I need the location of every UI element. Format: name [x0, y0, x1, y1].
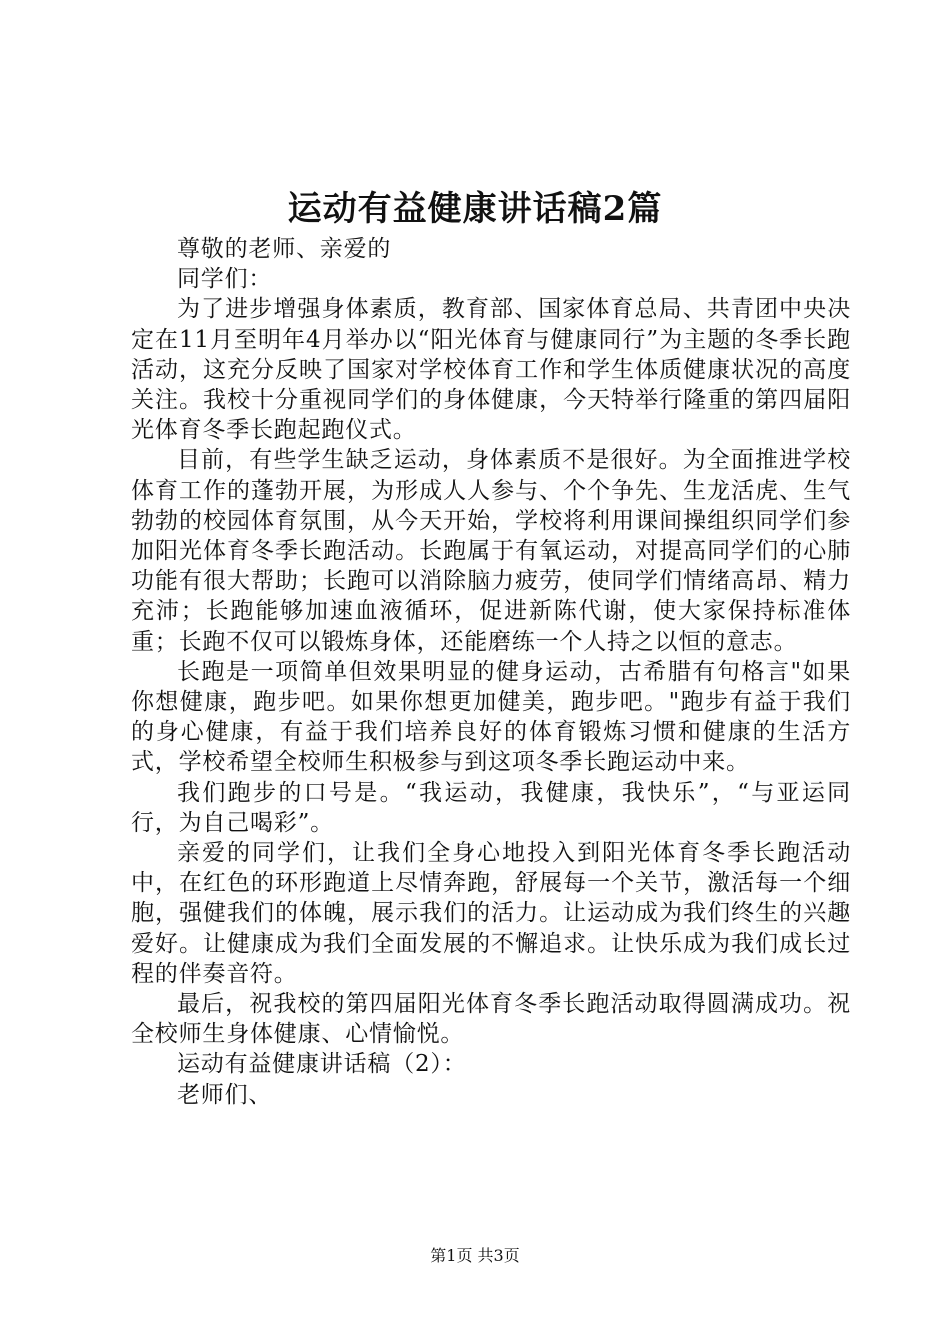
paragraph: 最后，祝我校的第四届阳光体育冬季长跑活动取得圆满成功。祝全校师生身体健康、心情愉悦。: [131, 991, 851, 1048]
page-footer: 第1页 共3页: [430, 1246, 520, 1265]
salutation-line-1: 尊敬的老师、亲爱的: [177, 236, 392, 262]
paragraph: 为了进步增强身体素质，教育部、国家体育总局、共青团中央决定在11月至明年4月举办以“阳光体育与健康同行”为主题的冬季长跑活动，这充分反映了国家对学校体育工作和学生体质健康状况的高度关注。我校十分重视同学们的身体健康，今天特举行隆重的第四届阳光体育冬季长跑起跑仪式。: [131, 296, 851, 444]
document-body: [131, 234, 851, 1110]
second-speech-salutation: 老师们、: [177, 1081, 273, 1108]
paragraph: 我们跑步的口号是。“我运动，我健康，我快乐”，“与亚运同行，为自己喝彩”。: [131, 779, 851, 836]
paragraph: 目前，有些学生缺乏运动，身体素质不是很好。为全面推进学校体育工作的蓬勃开展，为形成人人参与、个个争先、生龙活虎、生气勃勃的校园体育氛围，从今天开始，学校将利用课间操组织同学们参加阳光体育冬季长跑活动。长跑属于有氧运动，对提高同学们的心肺功能有很大帮助；长跑可以消除脑力疲劳，使同学们情绪高昂、精力充沛；长跑能够加速血液循环，促进新陈代谢，使大家保持标准体重；长跑不仅可以锻炼身体，还能磨练一个人持之以恒的意志。: [131, 447, 851, 655]
second-speech-heading: 运动有益健康讲话稿（2）：: [177, 1051, 467, 1078]
paragraph: 亲爱的同学们，让我们全身心地投入到阳光体育冬季长跑活动中，在红色的环形跑道上尽情奔跑，舒展每一个关节，激活每一个细胞，强健我们的体魄，展示我们的活力。让运动成为我们终生的兴趣爱好。让健康成为我们全面发展的不懈追求。让快乐成为我们成长过程的伴奏音符。: [131, 840, 851, 987]
document-title: 运动有益健康讲话稿2篇: [287, 189, 663, 229]
salutation-line-2: 同学们：: [177, 266, 273, 293]
paragraph: 长跑是一项简单但效果明显的健身运动，古希腊有句格言"如果你想健康，跑步吧。如果你想更加健美，跑步吧。"跑步有益于我们的身心健康，有益于我们培养良好的体育锻炼习惯和健康的生活方式，学校希望全校师生积极参与到这项冬季长跑运动中来。: [131, 658, 851, 776]
